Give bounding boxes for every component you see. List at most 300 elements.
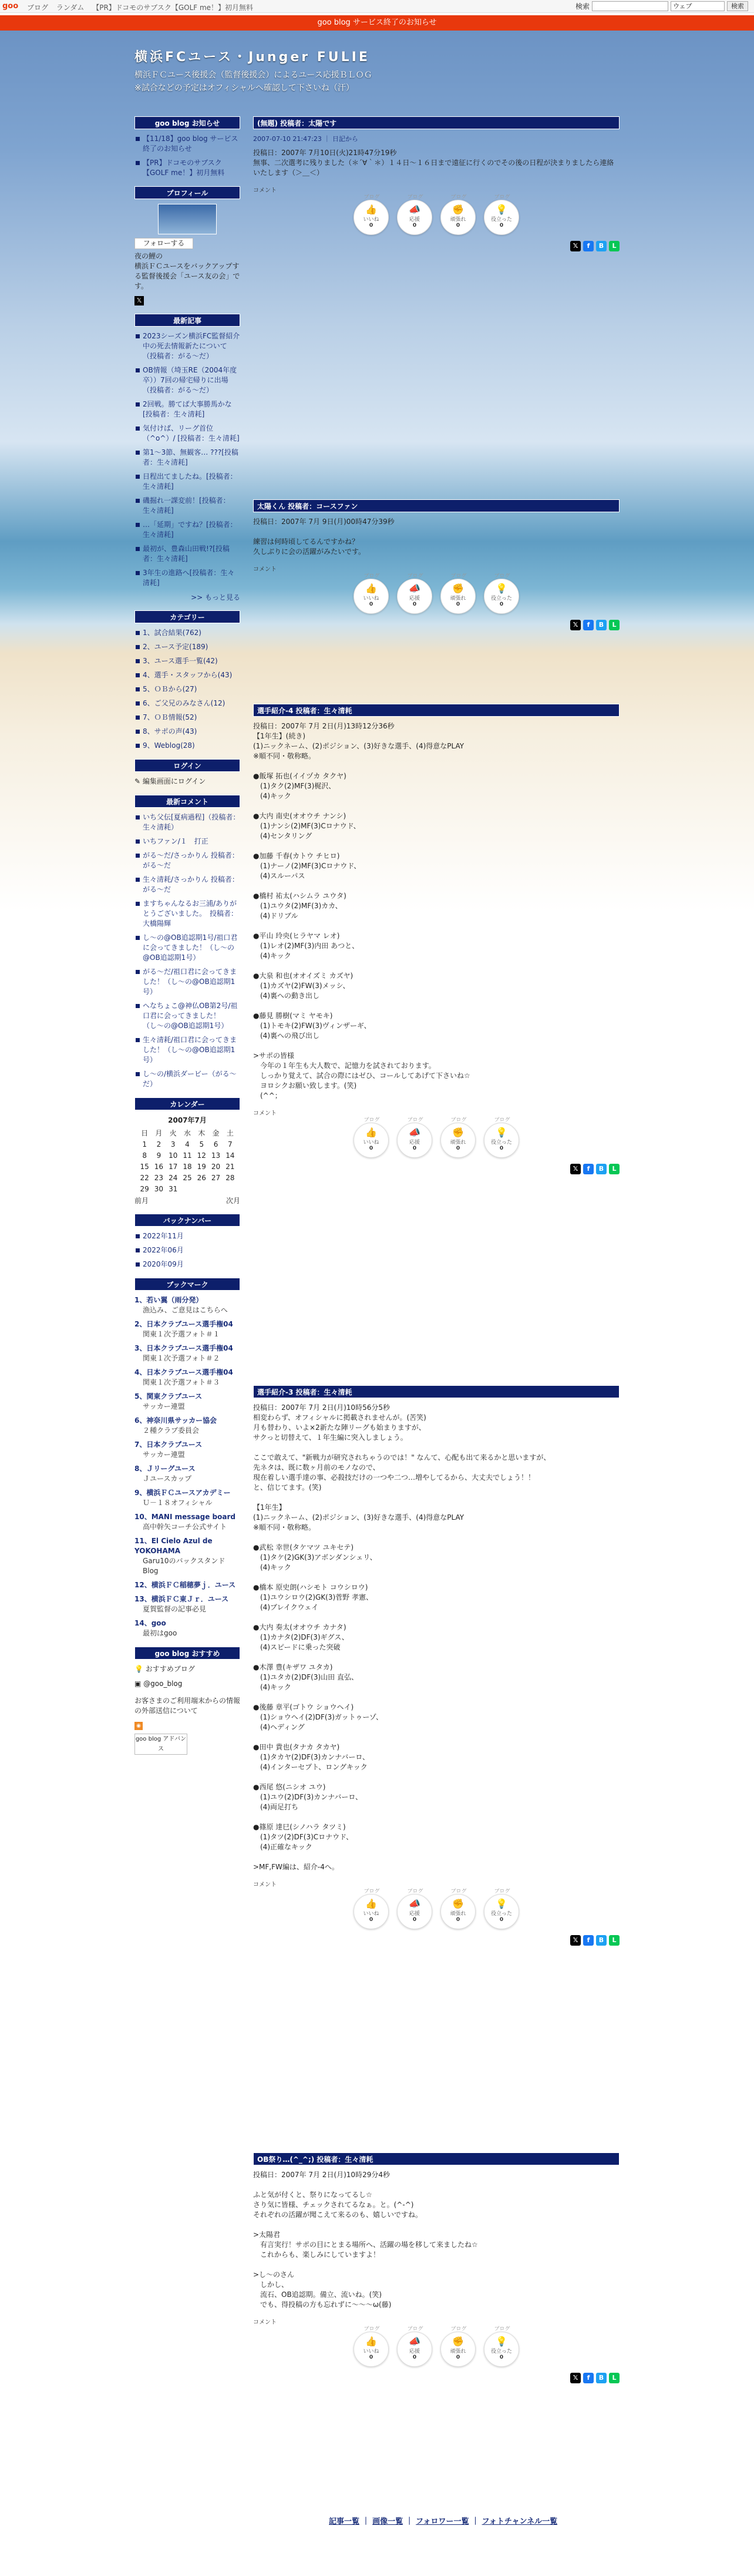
top-nav [27,2,259,12]
calendar-weekday: 木 [198,1129,206,1137]
recent-article-link[interactable]: 2023シーズン横浜FC監督紹介中の死去情報新たについて（投稿者：がる〜だ） [134,331,240,361]
reaction-hint: ブログ [407,1889,423,1895]
reaction-count: 0 [412,2355,417,2360]
bookmark-name[interactable]: 14、goo [134,1619,166,1627]
category-link[interactable]: 9、Weblog(28) [134,741,240,751]
reaction-button[interactable] [440,1117,476,1158]
reaction-count: 0 [369,223,373,229]
footer-followers[interactable]: フォロワー一覧 [416,2517,469,2526]
notice-item[interactable]: 【11/18】goo blog サービス終了のお知らせ [134,134,240,154]
calendar-day [208,1183,223,1194]
calendar-day[interactable]: 31 [169,1184,178,1193]
category-link[interactable]: 5、ＯＢから(27) [134,684,240,694]
blog-post [253,1385,620,1946]
calendar-day[interactable]: 9 [156,1151,161,1160]
bookmark-name[interactable]: 8、Ｊリーグユース [134,1465,196,1473]
calendar-day[interactable]: 7 [228,1140,233,1148]
bookmark-item[interactable] [134,1580,240,1590]
bookmark-item[interactable] [134,1319,240,1339]
reaction-count: 0 [369,2355,373,2360]
nav-random[interactable]: ランダム [56,4,85,12]
reaction-count: 0 [412,1917,417,1923]
reaction-button[interactable] [397,194,432,235]
category-link[interactable]: 1、試合結果(762) [134,628,240,638]
post-meta[interactable]: 2007-07-10 21:47:23 ｜ 日記から [253,135,358,143]
comment-link[interactable]: コメント [253,1110,277,1117]
reaction-label: 応援 [409,217,420,223]
reaction-label: 頑張れ [450,217,466,223]
bookmark-item[interactable] [134,1618,240,1638]
recent-comment-link[interactable]: 生々清耗/さっかりん 投稿者：がる〜だ [134,875,240,895]
calendar-day[interactable]: 20 [211,1162,221,1171]
post-title[interactable]: (無題) 投稿者：太陽です [253,116,620,129]
reaction-count: 0 [499,2355,504,2360]
reaction-buttons [253,1889,620,1929]
reaction-count: 0 [412,223,417,229]
login-link[interactable]: ✎ 編集画面にログイン [134,777,206,785]
bookmark-item[interactable] [134,1344,240,1363]
calendar-weekday: 月 [155,1129,163,1137]
reaction-icon: 💡 [496,583,507,594]
reaction-label: 役立った [490,596,512,602]
bookmark-item[interactable] [134,1368,240,1388]
calendar-day[interactable]: 28 [225,1173,235,1182]
reaction-hint: ブログ [450,1117,467,1123]
reaction-icon: 👍 [365,204,377,215]
calendar-day[interactable]: 26 [197,1173,206,1182]
reaction-icon: ✊ [452,1898,464,1909]
reaction-label: 頑張れ [450,2349,466,2355]
reaction-count: 0 [456,2355,460,2360]
reaction-count: 0 [412,602,417,607]
reaction-label: いいね [363,1140,379,1146]
reaction-button[interactable] [484,194,519,235]
calendar-day[interactable]: 21 [225,1162,235,1171]
post-title[interactable]: 選手紹介-3 投稿者：生々清耗 [253,1385,620,1398]
share-hatena-icon[interactable]: B [596,1164,607,1174]
comments-title: 最新コメント [134,795,240,808]
calendar-day[interactable]: 23 [154,1173,164,1182]
share-x-icon[interactable]: 𝕏 [570,2373,581,2383]
bookmark-item[interactable] [134,1594,240,1614]
reaction-label: いいね [363,2349,379,2355]
calendar-day[interactable]: 25 [183,1173,192,1182]
bookmark-desc: 関東１次予選フォト＃３ [143,1378,220,1386]
post-body: 投稿日：2007年 7月10日(火)21時47分19秒 無事、二次選考に残りました（＊´∀｀＊）１４日〜１６日まで遠征に行くのでその後の日程が決まりましたら連絡いたします（＞＿＜） [253,149,614,177]
reaction-hint: ブログ [363,1117,380,1123]
reaction-button[interactable] [440,2326,476,2367]
login-box [134,759,240,787]
reaction-icon: ✊ [452,583,464,594]
reaction-icon: 📣 [409,1127,420,1138]
login-link-label: 編集画面にログイン [142,777,206,785]
calendar-weekday: 金 [212,1129,220,1137]
reaction-icon: ✊ [452,2336,464,2347]
share-line-icon[interactable]: L [609,2373,620,2383]
bookmark-box [134,1278,240,1638]
calendar-day[interactable]: 14 [225,1151,235,1160]
service-end-notice[interactable]: goo blog サービス終了のお知らせ [0,15,754,31]
calendar-day[interactable]: 4 [185,1140,190,1148]
category-box [134,610,240,751]
backnumber-link[interactable]: 2020年09月 [134,1260,240,1269]
osusume-blog-link[interactable]: 💡 おすすめブログ [134,1665,195,1673]
blog-header [134,47,620,95]
goo-blog-x-label: @goo_blog [143,1680,183,1688]
reaction-hint: ブログ [494,194,510,200]
calendar-day[interactable]: 29 [140,1184,149,1193]
reaction-hint: ブログ [494,1117,510,1123]
share-line-icon[interactable]: L [609,620,620,630]
reaction-count: 0 [456,602,460,607]
data-transmission-note[interactable]: お客さまのご利用端末からの情報の外部送信について [134,1697,241,1715]
bookmark-desc: 漁込み、ご意見はこちらへ [143,1306,228,1314]
bookmark-desc: 夏賀監督の記事必見 [143,1605,207,1613]
goo-blog-x-link[interactable]: ▣ @goo_blog [134,1680,183,1688]
recent-article-link[interactable]: 気付けば、リーグ首位（^o^）/ [投稿者：生々清耗] [134,424,240,444]
reaction-button[interactable] [354,2326,389,2367]
calendar-day [194,1183,208,1194]
share-x-icon[interactable]: 𝕏 [570,620,581,630]
recent-more-link[interactable]: >> もっと見る [191,593,240,602]
reaction-count: 0 [369,1917,373,1923]
calendar-weekday: 火 [169,1129,177,1137]
post-title[interactable]: 太陽くん 投稿者：コースファン [253,499,620,512]
calendar-day[interactable]: 24 [169,1173,178,1182]
share-buttons [253,620,620,630]
share-hatena-icon[interactable]: B [596,241,607,251]
bookmark-name[interactable]: 13、横浜ＦＣ東Ｊｒ．ユース [134,1595,229,1603]
advance-badge[interactable]: goo blog アドバンス [134,1734,187,1755]
follow-button[interactable]: フォローする [134,238,193,249]
recent-article-link[interactable]: 磯掘れ一課変前！[投稿者：生々清耗] [134,496,240,516]
bookmark-desc: 関東１次予選フォト＃２ [143,1354,220,1362]
calendar-day[interactable]: 13 [211,1151,221,1160]
reaction-count: 0 [456,1917,460,1923]
bookmark-name[interactable]: 2、日本クラブユース選手権04 [134,1320,233,1328]
recent-comment-link[interactable]: いち父伝[夏病過程]（投稿者：生々清耗） [134,812,240,832]
reaction-hint: ブログ [450,573,467,579]
reaction-icon: 📣 [409,204,420,215]
x-icon[interactable]: 𝕏 [134,296,144,305]
calendar-next[interactable]: 次月 [225,1197,240,1205]
profile-name[interactable]: 夜の鯉の [134,252,163,260]
comment-link[interactable]: コメント [253,2319,277,2326]
category-link[interactable]: 3、ユース選手一覧(42) [134,656,240,666]
backnumber-link[interactable]: 2022年11月 [134,1231,240,1241]
category-link[interactable]: 8、サポの声(43) [134,727,240,737]
category-link[interactable]: 6、ご父兄のみなさん(12) [134,698,240,708]
reaction-icon: 👍 [365,583,377,594]
goo-logo[interactable]: goo [2,2,19,11]
bookmark-name[interactable]: 11、El Cielo Azul de YOKOHAMA [134,1537,213,1555]
footer-articles[interactable]: 記事一覧 [329,2517,360,2526]
footer-photochannel[interactable]: フォトチャンネル一覧 [482,2517,558,2526]
reaction-button[interactable] [484,1889,519,1929]
reaction-label: いいね [363,217,379,223]
blog-desc-line: ※試合などの予定はオフィシャルへ確認して下さいね（汗） [134,83,354,93]
calendar-day[interactable]: 12 [197,1151,206,1160]
reaction-count: 0 [456,1146,460,1151]
share-facebook-icon[interactable]: f [583,1164,594,1174]
reaction-icon: 💡 [496,1127,507,1138]
reaction-label: 応援 [409,596,420,602]
comments-box [134,795,240,1089]
share-x-icon[interactable]: 𝕏 [570,241,581,251]
bookmark-item[interactable] [134,1512,240,1532]
reaction-hint: ブログ [363,194,380,200]
post-body: 投稿日：2007年 7月 9日(月)00時47分39秒 練習は何時頃してるんですかね？ 久しぶりに会の活躍がみたいです。 [253,518,395,556]
share-facebook-icon[interactable]: f [583,1935,594,1946]
calendar-day [180,1183,194,1194]
bookmark-name[interactable]: 10、MANI message board [134,1513,235,1521]
reaction-buttons [253,2326,620,2367]
share-hatena-icon[interactable]: B [596,1935,607,1946]
calendar-day[interactable]: 22 [140,1173,149,1182]
bookmark-name[interactable]: 3、日本クラブユース選手権04 [134,1344,233,1352]
reaction-label: 頑張れ [450,1140,466,1146]
calendar-prev[interactable]: 前月 [134,1197,149,1205]
reaction-icon: 💡 [496,204,507,215]
profile-box [134,186,240,305]
calendar-day[interactable]: 2 [156,1140,161,1148]
share-hatena-icon[interactable]: B [596,620,607,630]
bookmark-item[interactable] [134,1416,240,1436]
bookmark-name[interactable]: 12、横浜ＦＣ稲穂夢ｊ．ユース [134,1581,236,1589]
blog-desc-line: 横浜ＦＣユース後援会（監督後援会）によるユース応援ＢＬＯＧ [134,70,372,80]
recent-comment-link[interactable]: し〜の@OB追認期1号/祖口君に会ってきました！（し〜の@OB追認期1号） [134,933,240,963]
search-input[interactable] [592,1,668,11]
reaction-button[interactable] [484,1117,519,1158]
bookmark-item[interactable] [134,1440,240,1460]
sidebar [134,116,240,1763]
notice-box-title: goo blog お知らせ [134,116,240,129]
recent-article-link[interactable]: 第1〜3節、無観客… ???[投稿者：生々清耗] [134,448,240,468]
blog-title[interactable]: 横浜FCユース・Junger FULIE [134,50,370,65]
osusume-blog-label: おすすめブログ [145,1665,195,1673]
calendar-day[interactable]: 30 [154,1184,164,1193]
reaction-count: 0 [499,1917,504,1923]
reaction-label: いいね [363,1911,379,1917]
share-line-icon[interactable]: L [609,241,620,251]
profile-image[interactable] [158,204,217,234]
share-x-icon[interactable]: 𝕏 [570,1164,581,1174]
share-facebook-icon[interactable]: f [583,2373,594,2383]
recent-article-link[interactable]: 最初が、豊森山田戦!?[投稿者：生々清耗] [134,544,240,564]
recent-article-link[interactable]: …「延期」ですね？[投稿者：生々清耗] [134,520,240,540]
reaction-hint: ブログ [407,2326,423,2332]
search-area [575,1,748,11]
bookmark-desc: Ｊユースカップ [143,1475,192,1483]
notice-item[interactable]: 【PR】ドコモのサブスク【GOLF me！】初月無料 [134,158,240,178]
reaction-count: 0 [499,1146,504,1151]
profile-title: プロフィール [134,186,240,199]
login-title: ログイン [134,759,240,772]
blog-post [253,116,620,251]
share-facebook-icon[interactable]: f [583,241,594,251]
reaction-hint: ブログ [494,573,510,579]
comment-link[interactable]: コメント [253,566,277,573]
reaction-label: 役立った [490,1140,512,1146]
bookmark-item[interactable] [134,1464,240,1484]
bookmark-item[interactable] [134,1295,240,1315]
backnumber-link[interactable]: 2022年06月 [134,1245,240,1255]
share-hatena-icon[interactable]: B [596,2373,607,2383]
post-title[interactable]: 選手紹介-4 投稿者：生々清耗 [253,704,620,717]
share-line-icon[interactable]: L [609,1935,620,1946]
reaction-count: 0 [499,223,504,229]
reaction-label: 応援 [409,1140,420,1146]
calendar-weekday: 日 [141,1129,149,1137]
reaction-label: 役立った [490,2349,512,2355]
share-line-icon[interactable]: L [609,1164,620,1174]
recent-comment-link[interactable]: 生々清耗/祖口君に会ってきました！（し〜の@OB追認期1号） [134,1035,240,1065]
reaction-button[interactable] [397,2326,432,2367]
bookmark-desc: 高中幹矢コーチ公式サイト [143,1523,227,1531]
bookmark-name[interactable]: 4、日本クラブユース選手権04 [134,1368,233,1376]
recent-article-link[interactable]: OB情報（埼玉RE（2004年度卒））7回の帰宅帰りに出場（投稿者：がる〜だ） [134,365,240,395]
reaction-hint: ブログ [494,1889,510,1895]
footer-images[interactable]: 画像一覧 [372,2517,403,2526]
category-link[interactable]: 7、ＯＢ情報(52) [134,713,240,723]
search-scope-select[interactable]: ウェブ [671,1,725,11]
reaction-count: 0 [456,223,460,229]
bookmark-title: ブックマーク [134,1278,240,1291]
bookmark-desc: 関東１次予選フォト＃１ [143,1330,220,1338]
reaction-icon: 📣 [409,2336,420,2347]
reaction-label: 頑張れ [450,596,466,602]
recent-article-link[interactable]: 2回戦。勝てば大事勝馬かな[投稿者：生々清耗] [134,399,240,419]
calendar-box [134,1097,240,1205]
search-label: 検索 [575,2,590,11]
reaction-button[interactable] [354,194,389,235]
calendar-table [137,1127,237,1194]
rss-icon[interactable]: ◉ [134,1722,143,1730]
reaction-buttons [253,194,620,235]
backnumber-box [134,1214,240,1269]
bookmark-item[interactable] [134,1536,240,1576]
comment-link[interactable]: コメント [253,187,277,194]
recent-article-link[interactable]: 3年生の進路へ[投稿者：生々清耗] [134,568,240,588]
calendar-day[interactable]: 5 [199,1140,204,1148]
reaction-icon: 👍 [365,1127,377,1138]
reaction-count: 0 [499,602,504,607]
bookmark-desc: ２種クラブ委員会 [143,1426,200,1435]
bookmark-desc: Garu10のバックスタンドBlog [143,1557,225,1575]
calendar-weekday: 土 [226,1129,234,1137]
nav-blog[interactable]: ブログ [27,4,49,12]
reaction-button[interactable] [397,1889,432,1929]
bookmark-desc: サッカー連盟 [143,1450,185,1459]
category-link[interactable]: 2、ユース予定(189) [134,642,240,652]
recent-comment-link[interactable]: いちファン/１ 打正 [134,837,240,847]
calendar-day[interactable]: 3 [170,1140,176,1148]
reaction-button[interactable] [354,1889,389,1929]
calendar-day[interactable]: 27 [211,1173,221,1182]
post-title[interactable]: OB祭り…(^_^;) 投稿者：生々清耗 [253,2152,620,2165]
reaction-count: 0 [412,1146,417,1151]
reaction-hint: ブログ [494,2326,510,2332]
osusume-title: goo blog おすすめ [134,1647,240,1660]
reaction-button[interactable] [484,2326,519,2367]
calendar-weekday: 水 [183,1129,191,1137]
reaction-button[interactable] [354,573,389,614]
search-button[interactable]: 検索 [727,1,748,11]
bookmark-name[interactable]: 9、横浜ＦＣユースアカデミー [134,1489,231,1497]
reaction-button[interactable] [484,573,519,614]
reaction-hint: ブログ [450,2326,467,2332]
bookmark-name[interactable]: 5、関東クラブユース [134,1392,203,1400]
calendar-day[interactable]: 18 [183,1162,192,1171]
comment-link[interactable]: コメント [253,1882,277,1888]
calendar-day[interactable]: 6 [213,1140,218,1148]
calendar-day[interactable]: 11 [183,1151,192,1160]
reaction-label: 役立った [490,217,512,223]
reaction-button[interactable] [354,1117,389,1158]
bookmark-name[interactable]: 1、若い翼（雨分発） [134,1296,203,1304]
reaction-hint: ブログ [407,194,423,200]
bookmark-item[interactable] [134,1392,240,1412]
reaction-button[interactable] [397,1117,432,1158]
reaction-label: 応援 [409,1911,420,1917]
calendar-day[interactable]: 1 [142,1140,147,1148]
recent-comment-link[interactable]: がる〜だ/祖口君に会ってきました！（し〜の@OB追認期1号） [134,967,240,997]
calendar-title: カレンダー [134,1097,240,1110]
bookmark-item[interactable] [134,1488,240,1508]
calendar-day[interactable]: 16 [154,1162,164,1171]
recent-article-link[interactable]: 日程出てましたね。[投稿者：生々清耗] [134,472,240,492]
bookmark-name[interactable]: 6、神奈川県サッカー協会 [134,1416,217,1425]
share-x-icon[interactable]: 𝕏 [570,1935,581,1946]
reaction-icon: 👍 [365,1898,377,1909]
reaction-button[interactable] [440,573,476,614]
reaction-count: 0 [369,1146,373,1151]
share-facebook-icon[interactable]: f [583,620,594,630]
recent-comment-link[interactable]: し〜の/横浜ダービー（がる〜だ） [134,1069,240,1089]
reaction-button[interactable] [440,1889,476,1929]
backnumber-title: バックナンバー [134,1214,240,1227]
nav-pr[interactable]: 【PR】ドコモのサブスク【GOLF me！】初月無料 [92,4,254,12]
share-buttons [253,1935,620,1946]
reaction-button[interactable] [397,573,432,614]
blog-post [253,2152,620,2383]
reaction-label: 応援 [409,2349,420,2355]
recent-comment-link[interactable]: ますちゃんなるお三浦/ありがとうございました。 投稿者：大橋陽輝 [134,899,240,929]
calendar-day[interactable]: 19 [197,1162,206,1171]
recent-box [134,314,240,602]
reaction-hint: ブログ [407,1117,423,1123]
blog-post [253,499,620,630]
category-link[interactable]: 4、選手・スタッフから(43) [134,670,240,680]
post-body: 投稿日：2007年 7月 2日(月)10時56分5秒 相変わらず、オフィシャルに掲載されませんが。(苦笑) 月も替わり、いよ×2新たな陣リーグも始まりますが、 サクっと切替えて、１年生編に突入しましょう。 ここで敢えて、"新戦力が研究されちゃうのでは！" なんて、心配も出て来るかと思いますが、 先ネタは、既に数ヶ月前のモノなので、 現在着しい選手達の事、必殺技だけの一つや二つ…増やしてるから、大丈夫でしょう！！ と、信じてます。(笑) 【1年生】 (1)ニックネーム、(2)ポジション、(3)好きな選手、(4)得意なPLAY ※順不同・敬称略。 ●武松 幸世(タケマツ ユキセテ) (1)タケ(2)GK(3)アボンダンシェリ、 (4)キック ●橋本 原史朗(ハシモト コウシロウ) (1)ユウシロウ(2)GK(3)菅野 孝憲、 (4)ブレイクウェイ ●大内 奏太(オオウチ カナタ) (1)カナタ(2)DF(3)ギグス、 (4)スピードに乗った突破 ●木澤 豊(キザワ ユタカ) (1)ユタカ(2)DF(3)山田 直弘、 (4)キック ●後藤 章平(ゴトウ ショウヘイ) (1)ショウヘイ(2)DF(3)ガットゥーゾ、 (4)ヘディング ●田中 貴也(タナカ タカヤ) (1)タカヤ(2)DF(3)カンナバーロ、 (4)インターセプト、ロングキック ●西尾 悠(ニシオ ユウ) (1)ユウ(2)DF(3)カンナバーロ、 (4)両足打ち ●篠原 達巳(シノハラ タツミ) (1)タツ(2)DF(3)Cロナウド、 (4)正確なキック >MF,FW編は、紹介-4へ。 [253,1403,551,1871]
calendar-day[interactable]: 10 [169,1151,178,1160]
bookmark-desc: Ｕ－１８オフィシャル [143,1499,213,1507]
reaction-label: 役立った [490,1911,512,1917]
recent-comment-link[interactable]: へなちょこ@神仏OB第2号/祖口君に会ってきました！（し〜の@OB追認期1号） [134,1001,240,1031]
reaction-label: 頑張れ [450,1911,466,1917]
reaction-buttons [253,1117,620,1158]
reaction-hint: ブログ [363,573,380,579]
reaction-button[interactable] [440,194,476,235]
share-buttons [253,2373,620,2383]
reaction-icon: 📣 [409,583,420,594]
recent-comment-link[interactable]: がる〜だ/さっかりん 投稿者：がる〜だ [134,851,240,871]
calendar-day[interactable]: 8 [142,1151,147,1160]
calendar-day[interactable]: 17 [169,1162,178,1171]
calendar-day[interactable]: 15 [140,1162,149,1171]
bookmark-name[interactable]: 7、日本クラブユース [134,1440,203,1449]
reaction-icon: 💡 [496,2336,507,2347]
